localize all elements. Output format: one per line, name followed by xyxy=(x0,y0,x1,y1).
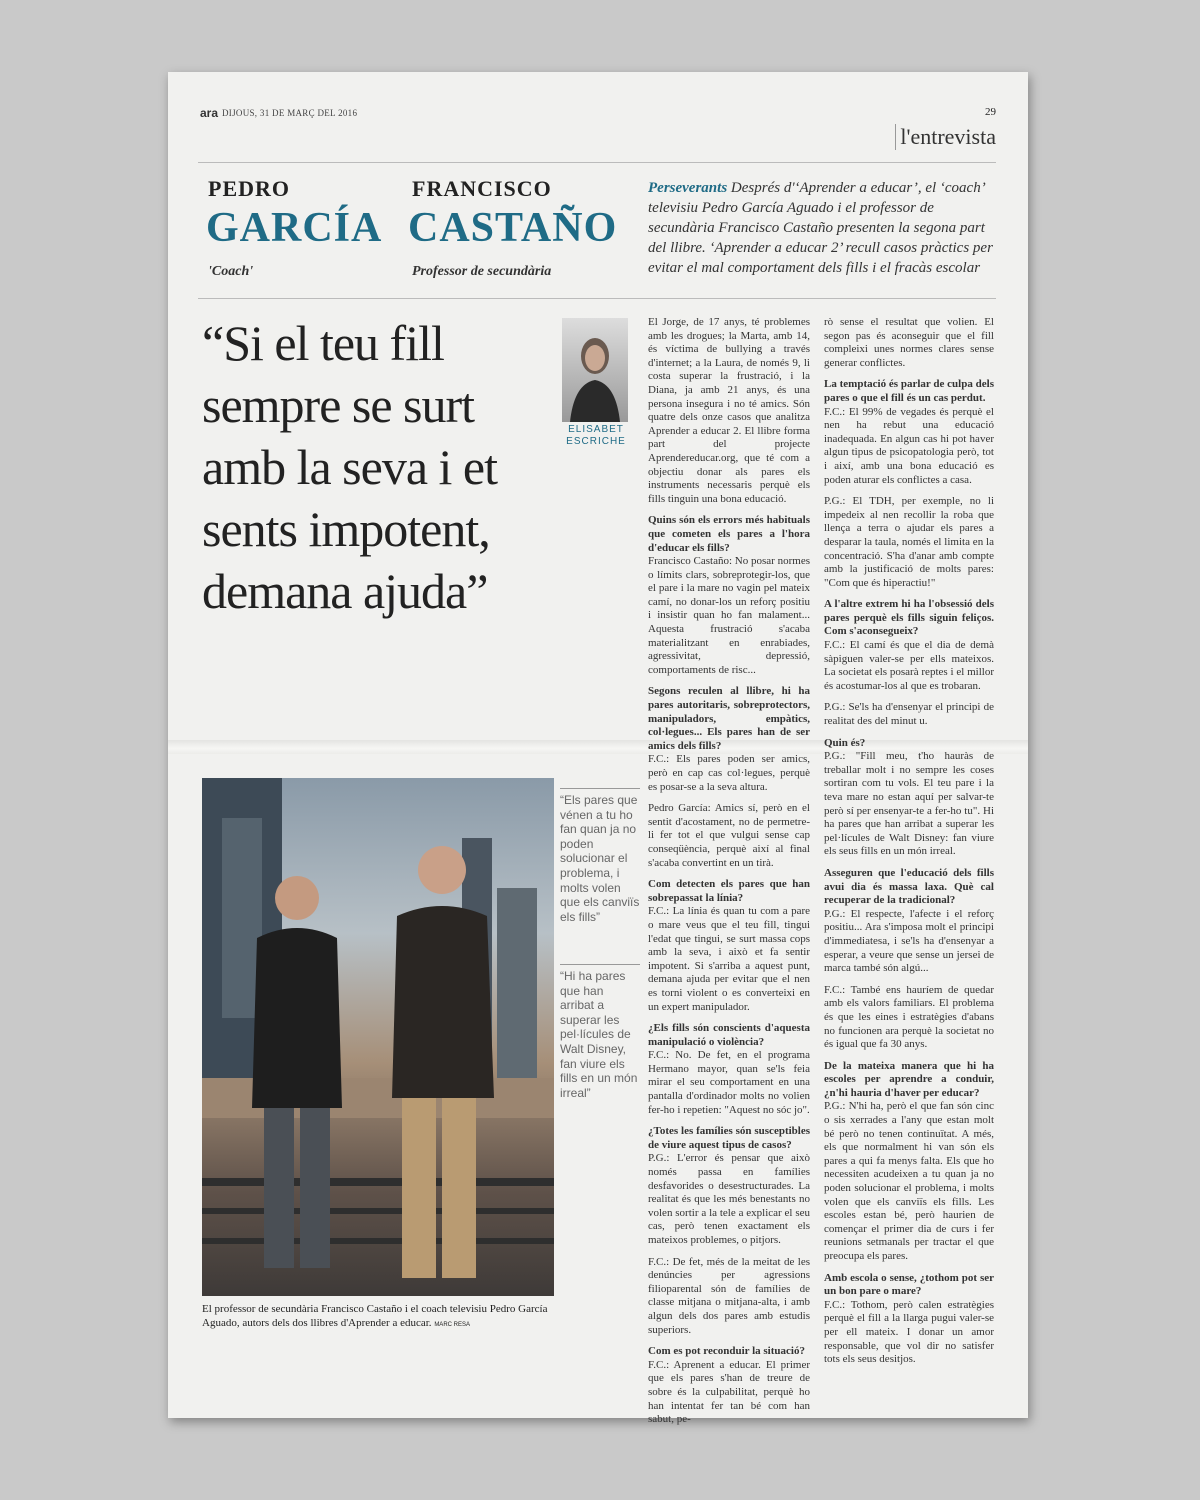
page-number: 29 xyxy=(985,106,996,118)
qa-block xyxy=(648,1022,810,1117)
interviewee-1-role: 'Coach' xyxy=(208,264,254,279)
question: A l'altre extrem hi ha l'obsessió dels pares perquè els fills siguin feliços. Com s'aconsegueix? xyxy=(824,598,994,638)
answer: F.C.: El camí és que el dia de demà sàpiguen valer-se per ells mateixos. La societat els posarà reptes i el millor és acostumar-los al que es trobaran. xyxy=(824,639,994,692)
header-rule xyxy=(198,162,996,163)
interviewee-2-role: Professor de secundària xyxy=(412,264,552,279)
issue-date: DIJOUS, 31 DE MARÇ DEL 2016 xyxy=(222,108,358,118)
question: Quin és? xyxy=(824,736,866,749)
answer: P.G.: L'error és pensar que això només passa en famílies desfavorides o desestructurades. La realitat és que les més benestants no volen sortir a la tele a explicar el seu cas, però tenen exactament els mateixos problemes, o pitjors. xyxy=(648,1152,810,1246)
caption-text: El professor de secundària Francisco Castaño i el coach televisiu Pedro García Aguado, autors dels dos llibres d'Aprender a educar. xyxy=(202,1303,548,1329)
section-label: l'entrevista xyxy=(895,124,996,150)
answer-paragraph: F.C.: De fet, més de la meitat de les denúncies per agressions filioparental són de famílies de classe mitjana o mitjana-alta, i amb algun dels dos pares amb estudis superiors. xyxy=(648,1255,810,1336)
qa-block xyxy=(824,598,994,693)
author-photo xyxy=(562,318,628,422)
qa-block xyxy=(648,685,810,794)
continuation-paragraph: rò sense el resultat que volien. El segon pas és aconseguir que el fill compleixi unes normes clares sense generar conflictes. xyxy=(824,316,994,369)
question: Quins són els errors més habituals que cometen els pares a l'hora d'educar els fills? xyxy=(648,514,810,554)
qa-block xyxy=(824,867,994,976)
pull-quote-2: “Hi ha pares que han arribat a superar les pel·lícules de Walt Disney, fan viure els fills en un món irreal” xyxy=(560,964,640,1100)
question: De la mateixa manera que hi ha escoles per aprendre a conduir, ¿n'hi hauria d'haver per educar? xyxy=(824,1059,994,1099)
qa-block xyxy=(824,1272,994,1367)
question: Com detecten els pares que han sobrepassat la línia? xyxy=(648,878,810,904)
question: Segons reculen al llibre, hi ha pares autoritaris, sobreprotectors, manipuladors, empàtics, col·legues... Els pares han de ser amics dels fills? xyxy=(648,685,810,752)
intro-rule xyxy=(198,298,996,299)
answer: Francisco Castaño: No posar normes o límits clars, sobreprotegir-los, que el pare i la mare no vagin pel mateix camí, no donar-los un reforç positiu i insistir quan ho fan malament... Aquesta frustració s'acaba materialitzant en enrabiades, agressivitat, depressió, comportaments de risc... xyxy=(648,555,810,676)
qa-block xyxy=(824,378,994,487)
question: Asseguren que l'educació dels fills avui dia és massa laxa. Què cal recuperar de la tradicional? xyxy=(824,866,994,907)
interviewees-photo xyxy=(202,778,554,1296)
answer: F.C.: Els pares poden ser amics, però en cap cas col·legues, perquè es posar-se a la seva altura. xyxy=(648,753,810,793)
qa-block xyxy=(824,1060,994,1264)
question: Com es pot reconduir la situació? xyxy=(648,1345,805,1358)
answer: F.C.: Tothom, però calen estratègies perquè el fill a la llarga pugui valer-se per ell mateix. I donar un amor responsable, que vol dir no satisfer tots els seus desitjos. xyxy=(824,1298,994,1366)
answer: P.G.: "Fill meu, t'ho hauràs de treballar molt i no sempre les coses sortiran com tu vols. El teu pare i la teva mare no estan aquí per salvar-te però sí per ensenyar-te a fer-ho tu". Hi ha pares que han arribat a superar les pel·lícules de Walt Disney: fan viure els seus fills en un món irreal. xyxy=(824,750,994,858)
intro-lead: Perseverants xyxy=(648,180,728,196)
author-byline: ELISABET ESCRICHE xyxy=(566,424,626,447)
interviewee-1-last: GARCÍA xyxy=(206,205,383,251)
qa-block xyxy=(648,1125,810,1247)
article-column-1 xyxy=(648,316,810,1435)
interviewee-2-first: FRANCISCO xyxy=(412,176,552,201)
qa-block xyxy=(648,878,810,1014)
headline-quote: “Si el teu fill sempre se surt amb la seva i et sents impotent, demana ajuda” xyxy=(202,315,497,619)
intro-standfirst xyxy=(648,178,998,278)
answer: F.C.: El 99% de vegades és perquè el nen ha rebut una educació inadequada. En algun cas hi pot haver algun tipus de psicopatologia però, tot i així, amb una bona educació es poden aturar els conflictes a casa. xyxy=(824,405,994,486)
answer: P.G.: El respecte, l'afecte i el reforç positiu... Ara s'imposa molt el principi d'immediatesa, i se'ls ha d'ensenyar a esperar, a veure que sense un jersei de marca també són algú... xyxy=(824,907,994,975)
answer: F.C.: No. De fet, en el programa Hermano mayor, quan se'ls feia mirar el seu comportament en una pantalla d'ordinador molts no volien fer-ho i repetien: "Aquest no sóc jo". xyxy=(648,1049,810,1116)
pull-quote-1: “Els pares que vénen a tu ho fan quan ja no poden solucionar el problema, i molts volen que els canviïs els fills” xyxy=(560,788,640,924)
photo-illustration-icon xyxy=(202,778,554,1296)
qa-block xyxy=(648,514,810,677)
photo-credit: MARC RESA xyxy=(434,1322,470,1328)
answer-paragraph: Pedro García: Amics sí, però en el sentit d'acostament, no de permetre-li fer tot el que vulgui sense cap conseqüència, perquè així al final s'acaba convertint en un tirà. xyxy=(648,802,810,869)
interviewee-2-last: CASTAÑO xyxy=(408,205,618,251)
qa-block xyxy=(824,737,994,859)
question: La temptació és parlar de culpa dels pares o que el fill és un cas perdut. xyxy=(824,378,994,404)
question: ¿Els fills són conscients d'aquesta manipulació o violència? xyxy=(648,1022,810,1048)
answer: P.G.: N'hi ha, però el que fan són cinc o sis xerrades a l'any que estan molt bé però no tenen continuïtat. A més, els que normalment hi van són els pares a qui fa menys falta. Els que ho necessiten acudeixen a tu quan ja no poden solucionar el problema, i molts volen que els canviïs els fills. Les escoles estan bé, però haurien de començar el primer dia de curs i fer reunions setmanals per tractar el que preocupa els pares. xyxy=(824,1100,994,1262)
article-column-2 xyxy=(824,316,994,1375)
question: Amb escola o sense, ¿tothom pot ser un bon pare o mare? xyxy=(824,1271,994,1298)
lede-paragraph: El Jorge, de 17 anys, té problemes amb les drogues; la Marta, amb 14, és víctima de bullying a través d'internet; a la Laura, de només 9, li costa superar la frustració, i la Diana, ja amb 21 anys, és una persona insegura i no té amics. Són quatre dels onze casos que analitza Aprender a educar 2. El llibre forma part del projecte Aprendereducar.org, que té com a objectiu donar als pares els instruments necessaris perquè els fills tinguin una bona educació. xyxy=(648,316,810,505)
question: ¿Totes les famílies són susceptibles de viure aquest tipus de casos? xyxy=(648,1125,810,1151)
photo-caption xyxy=(202,1302,562,1330)
answer: F.C.: La línia és quan tu com a pare o mare veus que el teu fill, tingui l'edat que tingui, se surt massa cops amb la seva, i això et fa sentir impotent. Si s'arriba a aquest punt, demana ajuda per evitar que el nen es torni violent o es converteixi en un expert manipulador. xyxy=(648,905,810,1013)
answer-paragraph: P.G.: El TDH, per exemple, no li impedeix al nen recollir la roba que llença a terra o ajudar els pares a desparar la taula, només el limita en la concentració. S'ha d'anar amb compte amb la justificació de molts pares: "Com que és hiperactiu!" xyxy=(824,495,994,589)
newspaper-brand: ara xyxy=(200,106,219,120)
newspaper-page xyxy=(168,72,1028,1426)
answer-paragraph: F.C.: També ens hauríem de quedar amb els valors familiars. El problema és que les eines i estratègies d'abans no funcionen ara perquè la societat no és igual que fa 30 anys. xyxy=(824,983,994,1051)
qa-block xyxy=(648,1345,810,1427)
page-header xyxy=(200,106,996,122)
answer-paragraph: P.G.: Se'ls ha d'ensenyar el principi de realitat des del minut u. xyxy=(824,701,994,728)
intro-text: Després d'‘Aprender a educar’, el ‘coach’ televisiu Pedro García Aguado i el professor de secundària Francisco Castaño presenten la segona part del llibre. ‘Aprender a educar 2’ recull casos pràctics per evitar el mal comportament dels fills i el fracàs escolar xyxy=(648,180,993,276)
interviewee-1-first: PEDRO xyxy=(208,176,290,201)
answer: F.C.: Aprenent a educar. El primer que els pares s'han de treure de sobre és la culpabilitat, perquè ho han intentat fer tan bé com han sabut, pe- xyxy=(648,1358,810,1426)
author-portrait-icon xyxy=(562,318,628,422)
